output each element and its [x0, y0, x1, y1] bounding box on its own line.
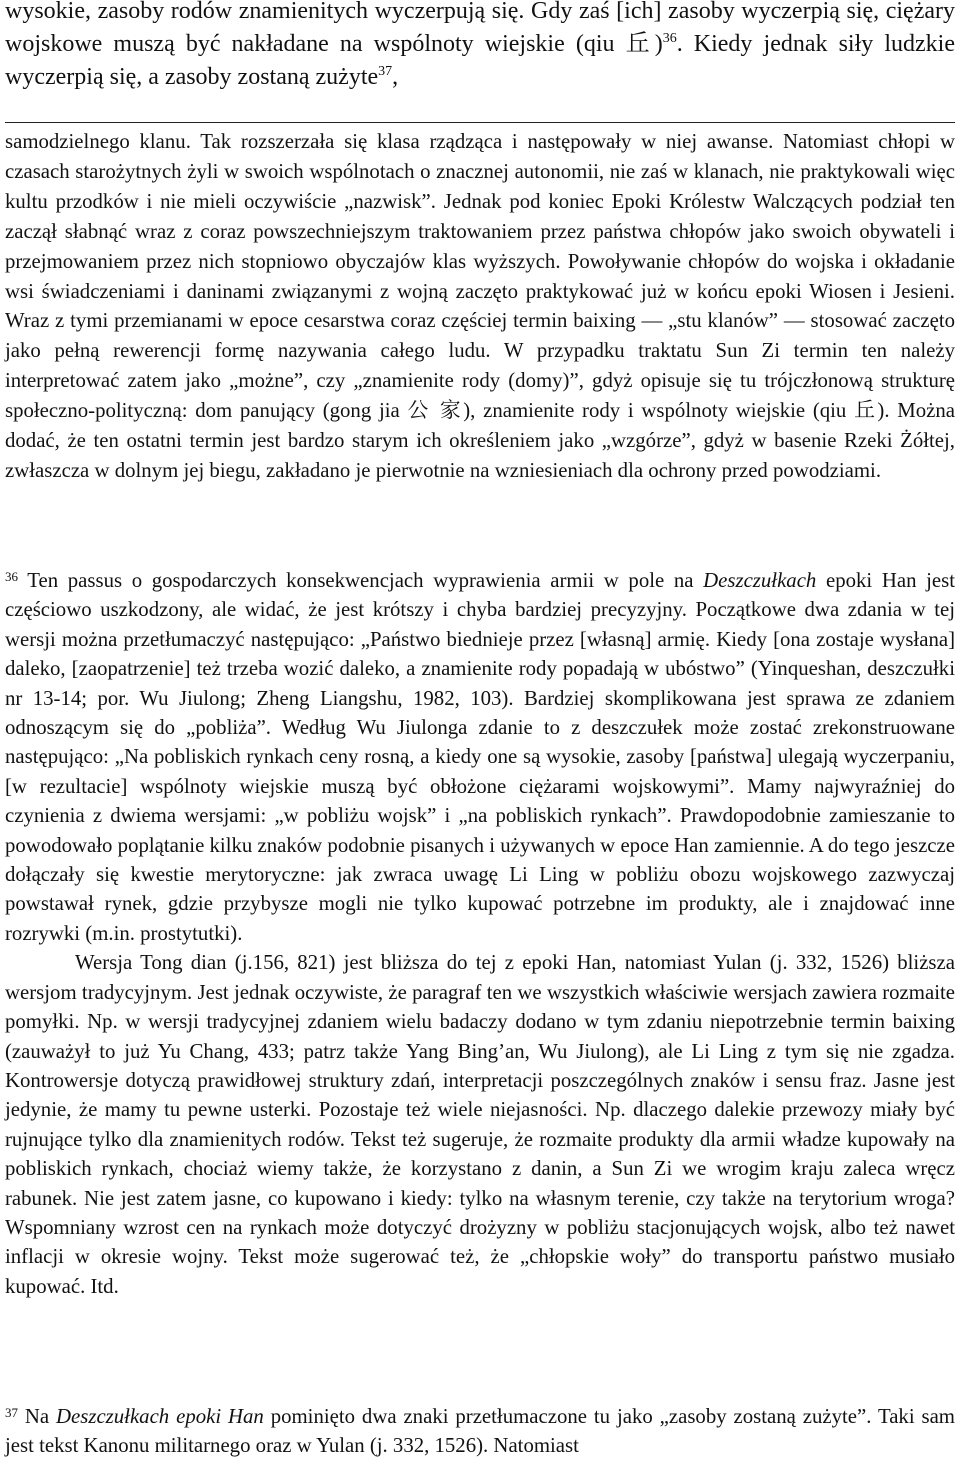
text-run: wysokie, zasoby rodów znamienitych wyczerpują się. Gdy zaś [ich] zasoby wyczerpią się, ciężary wojskowe muszą być nakładane na wspólnoty wiejskie (qiu [5, 0, 955, 57]
text-run: Ten passus o gospodarczych konsekwencjach wyprawienia armii w pole na [18, 569, 704, 592]
footnote-36-paragraph-2: Wersja Tong dian (j.156, 821) jest bliższa do tej z epoki Han, natomiast Yulan (j. 332, 1526) bliższa wersjom tradycyjnym. Jest jednak oczywiste, że paragraf ten we wszystkich właściwie wersjach zawiera rozmaite pomyłki. Np. w wersji tradycyjnej zdaniem wielu badaczy dodano w tym zdaniu niepotrzebnie termin baixing (zauważył to już Yu Chang, 433; patrz także Yang Bing’an, Wu Jiulong), ale Li Ling z tym się nie zgadza. Kontrowersje dotyczą prawidłowej struktury zdań, interpretacji poszczególnych znaków i sensu fraz. Jasne jest jedynie, że mamy tu pewne usterki. Pozostaje też wiele niejasności. Np. dlaczego dalekie przewozy miały być rujnujące tylko dla znamienitych rodów. Tekst też sugeruje, że rozmaite produkty dla armii władze kupowały na pobliskich rynkach, chociaż wiemy także, że korzystano z danin, a Sun Zi we wrogim kraju zaleca wręcz rabunek. Nie jest zatem jasne, co kupowano i kiedy: tylko na własnym terenie, czy także na terytorium wroga? Wspomniany wzrost cen na rynkach może dotyczyć drożyzny w pobliżu stacjonujących wojsk, albo też nawet inflacji w okresie wojny. Tekst może sugerować też, że „chłopskie woły” do transportu państwo musiało kupować. Itd. [5, 951, 955, 1298]
footnote-number: 36 [5, 569, 18, 584]
text-run: ) [654, 31, 663, 57]
footnote-ref-37[interactable]: 37 [378, 64, 393, 79]
text-run: , [392, 64, 399, 90]
chinese-characters: 公 家 [407, 398, 464, 423]
footnote-ref-36[interactable]: 36 [662, 31, 677, 46]
footnote-separator [5, 122, 955, 123]
text-run: samodzielnego klanu. Tak rozszerzała się klasa rządząca i następowały w niej awanse. Natomiast chłopi w czasach starożytnych żyli w swoich wspólnotach o znacznej autonomii, nie zaś w klanach, nie praktykowali więc kultu przodków i nie mieli oczywiście „nazwisk”. Jednak pod koniec Epoki Królestw Walczących podział ten zaczął słabnąć wraz z coraz powszechniejszym traktowaniem przez państwa chłopów jako swoich obywateli i przejmowaniem przez nich stopniowo obyczajów klas wyższych. Powoływanie chłopów do wojska i okładanie wsi świadczeniami i daninami związanymi z wojną zaczęto praktykować już w końcu epoki Wiosen i Jesieni. Wraz z tymi przemianami w epoce cesarstwa coraz częściej termin baixing — „stu klanów” — stosować zaczęto jako pełną rewerencji formę nazywania całego ludu. W przypadku traktatu Sun Zi termin ten należy interpretować zatem jako „możne”, czy „znamienite rody (domy)”, gdyż opisuje się tu trójczłonową strukturę społeczno-polityczną: dom panujący (gong jia [5, 130, 955, 423]
continued-main-text [5, 0, 955, 91]
footnote-36-paragraph-1 [5, 566, 955, 948]
text-run: ). Można dodać, że ten ostatni termin jest bardzo starym ich określeniem jako „wzgórze”, gdyż w basenie Rzeki Żółtej, zwłaszcza w dolnym jej biegu, zakładano je pierwotnie na wzniesieniach dla ochrony przed powodziami. [5, 399, 955, 482]
text-run: . Kiedy jednak siły ludzkie wyczerpią się, a zasoby zostaną zużyte [5, 31, 955, 90]
footnote-continuation [5, 127, 955, 486]
text-run: Na [18, 1405, 57, 1428]
footnote-number: 37 [5, 1405, 18, 1420]
text-run: ), znamienite rody i wspólnoty wiejskie (qiu [463, 399, 855, 423]
text-run: pominięto dwa znaki przetłumaczone tu jako „zasoby zostaną zużyte”. Taki sam jest tekst Kanonu militarnego oraz w Yulan (j. 332, 1526). Natomiast [5, 1405, 955, 1458]
text-run: epoki Han jest częściowo uszkodzony, ale widać, że jest krótszy i chyba bardziej precyzyjny. Początkowe dwa zdania w tej wersji można przetłumaczyć następująco: „Państwo biednieje przez [własną] armię. Kiedy [ona zostaje wysłana] daleko, [zaopatrzenie] też trzeba wozić daleko, a znamienite rody popadają w ubóstwo” (Yinqueshan, deszczułki nr 13-14; por. Wu Jiulong; Zheng Liangshu, 1982, 103). Bardziej skomplikowana jest sprawa ze zdaniem odnoszącym się do „pobliża”. Według Wu Jiulonga zdanie to z deszczułek może zostać zrekonstruowane następująco: „Na pobliskich rynkach ceny rosną, a kiedy one są wysokie, zasoby [państwa] ulegają wyczerpaniu, [w rezultacie] wspólnoty wiejskie muszą być obłożone ciężarami wojskowymi”. Mamy najwyraźniej do czynienia z dwiema wersjami: „w pobliżu wojsk” i „na pobliskich rynkach”. Prawdopodobnie zamieszanie to powodowało poplątanie kilku znaków podobnie pisanych i używanych w epoce Han zamiennie. A do tego jeszcze dołączały się kwestie merytoryczne: jak zwraca uwagę Li Ling w pobliżu obozu wojskowego zazwyczaj powstawał rynek, gdzie przybysze mogli nie tylko kupować potrzebne im produkty, ale i znajdować inne rozrywki (m.in. prostytutki). [5, 569, 955, 945]
italic-title: Deszczułkach epoki Han [56, 1405, 264, 1428]
italic-title: Deszczułkach [703, 569, 817, 592]
footnote-37 [5, 1402, 955, 1461]
footnote-36 [5, 566, 955, 1301]
chinese-characters: 丘 [854, 398, 878, 423]
chinese-characters: 丘 [625, 29, 655, 57]
